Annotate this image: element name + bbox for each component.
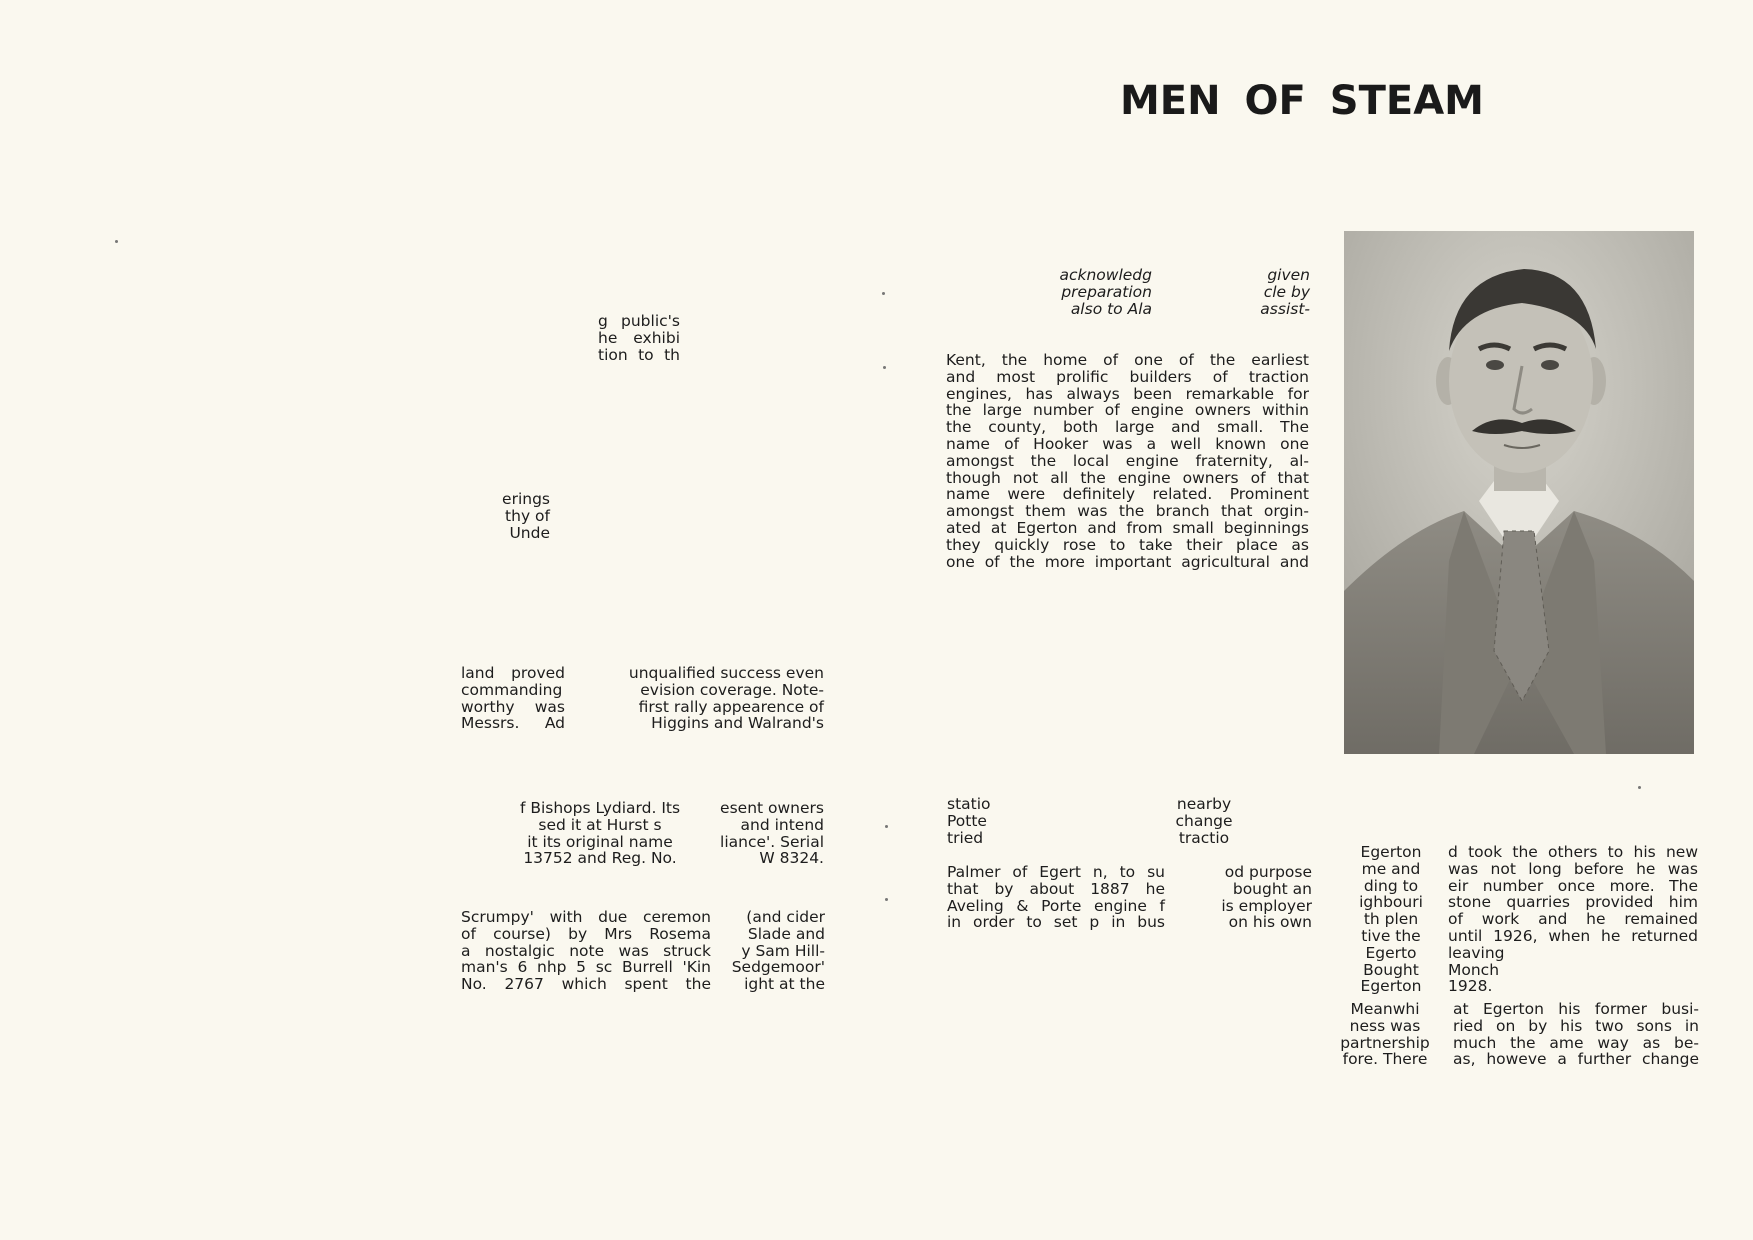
scrumpy-fragment-right [725, 909, 825, 993]
text-line: partnership [1340, 1033, 1430, 1052]
text-line: th plen [1363, 910, 1419, 929]
text-line: Scrumpy' with due ceremon [461, 908, 711, 926]
text-line: name of Hooker was a well known one [946, 434, 1309, 453]
text-line: in order to set p in bus [947, 913, 1165, 932]
text-line: esent owners [720, 799, 824, 817]
text-line: No. 2767 which spent the [461, 975, 711, 994]
text-line: bought an [1232, 879, 1312, 898]
text-line: was not long before he was [1448, 859, 1698, 878]
print-speck [115, 240, 118, 243]
text-line: and intend [740, 815, 824, 834]
text-line: leaving [1448, 943, 1505, 962]
text-line: Egerto [1365, 943, 1417, 962]
text-line: given [1267, 266, 1310, 284]
text-line: evision coverage. Note- [640, 680, 824, 699]
text-line: eir number once more. The [1448, 876, 1698, 895]
text-line: one of the more important agricultural and [946, 552, 1309, 571]
text-line: 1928. [1448, 977, 1493, 996]
bishops-lydiard-fragment-left [510, 800, 690, 867]
text-line: cle by [1263, 282, 1310, 301]
statio-fragment [947, 796, 1017, 846]
text-line: though not all the engine owners of that [946, 468, 1309, 487]
egerton-fragment-right [1448, 844, 1698, 995]
text-line: Monch [1448, 960, 1500, 979]
text-line: on his own [1228, 913, 1312, 932]
text-line: ness was [1349, 1016, 1421, 1035]
text-line: Slade and [747, 924, 825, 943]
text-line: of work and he remained [1448, 910, 1698, 929]
palmer-fragment-right [1200, 864, 1312, 931]
scrumpy-fragment-left [461, 909, 711, 993]
text-line: commanding [461, 680, 563, 699]
text-line: Kent, the home of one of the earliest [946, 351, 1309, 369]
text-line: worthy was [461, 697, 565, 716]
text-line: nearby [1176, 795, 1232, 813]
text-line: ight at the [744, 975, 825, 994]
text-line: d took the others to his new [1448, 843, 1698, 861]
text-line: liance'. Serial [720, 832, 824, 851]
text-line: change [1175, 811, 1233, 830]
text-line: assist- [1260, 299, 1310, 318]
text-line: also to Ala [1070, 299, 1152, 318]
text-line: tive the [1361, 926, 1421, 945]
text-line: name were definitely related. Prominent [946, 485, 1309, 504]
page-title: MEN OF STEAM [1120, 78, 1484, 124]
text-line: thy of [505, 506, 550, 525]
text-line: od purpose [1224, 863, 1312, 881]
text-line: Potte [947, 811, 987, 830]
text-line: amongst the local engine fraternity, al- [946, 451, 1309, 470]
text-line: Egerton [1360, 843, 1422, 861]
text-line: the large number of engine owners within [946, 401, 1309, 420]
text-line: at Egerton his former busi- [1453, 1000, 1699, 1018]
kent-paragraph [946, 352, 1309, 570]
land-proved-fragment-left [461, 665, 565, 732]
text-line: unqualified success even [628, 664, 824, 682]
text-line: (and cider [746, 908, 825, 926]
text-line: me and [1361, 859, 1421, 878]
acknowledgement-left-fragment [1040, 267, 1152, 317]
text-line: much the ame way as be- [1453, 1033, 1699, 1052]
egerton-fragment-left [1350, 844, 1432, 995]
text-line: Unde [509, 523, 550, 542]
text-line: the county, both large and small. The [946, 418, 1309, 437]
palmer-fragment-left [947, 864, 1165, 931]
text-line: sed it at Hurst s [538, 815, 662, 834]
text-line: Egerton [1360, 977, 1422, 996]
text-line: man's 6 nhp 5 sc Burrell 'Kin [461, 958, 711, 977]
text-line: fore. There [1342, 1050, 1428, 1069]
text-line: f Bishops Lydiard. Its [519, 799, 681, 817]
text-line: Palmer of Egert n, to su [947, 863, 1165, 881]
text-line: is employer [1221, 896, 1312, 915]
text-line: first rally appearence of [638, 697, 824, 716]
text-line: tractio [1178, 828, 1230, 847]
text-line: ried on by his two sons in [1453, 1016, 1699, 1035]
text-line: amongst them was the branch that orgin- [946, 502, 1309, 521]
text-line: tion to th [598, 345, 680, 364]
text-line: as, howeve a further change [1453, 1050, 1699, 1069]
erings-fragment [490, 491, 550, 541]
text-line: a nostalgic note was struck [461, 941, 711, 960]
text-line: statio [947, 795, 991, 813]
nearby-fragment [1166, 796, 1242, 846]
text-line: acknowledg [1059, 266, 1152, 284]
print-speck [1638, 786, 1641, 789]
portrait-photo [1344, 231, 1694, 754]
meanwhile-fragment-right [1453, 1001, 1699, 1068]
text-line: ighbouri [1359, 893, 1423, 912]
text-line: g public's [598, 312, 680, 330]
text-line: land proved [461, 664, 565, 682]
text-line: that by about 1887 he [947, 879, 1165, 898]
text-line: Aveling & Porte engine f [947, 896, 1165, 915]
text-line: y Sam Hill- [741, 941, 825, 960]
text-line: Bought [1363, 960, 1419, 979]
text-line: Messrs. Ad [461, 714, 565, 733]
text-line: engines, has always been remarkable for [946, 384, 1309, 403]
land-proved-fragment-right [600, 665, 824, 732]
text-line: ated at Egerton and from small beginnings [946, 518, 1309, 537]
meanwhile-fragment-left [1338, 1001, 1432, 1068]
text-line: until 1926, when he returned [1448, 926, 1698, 945]
text-line: Meanwhi [1350, 1000, 1420, 1018]
text-line: W 8324. [759, 849, 824, 868]
acknowledgement-right-fragment [1230, 267, 1310, 317]
text-line: and most prolific builders of traction [946, 367, 1309, 386]
text-line: Sedgemoor' [731, 958, 825, 977]
portrait-illustration [1344, 231, 1694, 754]
text-line: 13752 and Reg. No. [523, 849, 677, 868]
text-line: of course) by Mrs Rosema [461, 924, 711, 943]
print-speck [885, 825, 888, 828]
text-line: Higgins and Walrand's [651, 714, 824, 733]
print-speck [885, 898, 888, 901]
text-line: ding to [1363, 876, 1419, 895]
text-line: erings [502, 490, 550, 508]
bishops-lydiard-fragment-right [704, 800, 824, 867]
text-line: preparation [1061, 282, 1152, 301]
text-line: it its original name [527, 832, 673, 851]
print-speck [883, 366, 886, 369]
text-line: stone quarries provided him [1448, 893, 1698, 912]
text-line: they quickly rose to take their place as [946, 535, 1309, 554]
text-line: he exhibi [598, 328, 680, 347]
print-speck [882, 292, 885, 295]
text-line: tried [947, 828, 984, 847]
public-fragment [598, 313, 680, 363]
